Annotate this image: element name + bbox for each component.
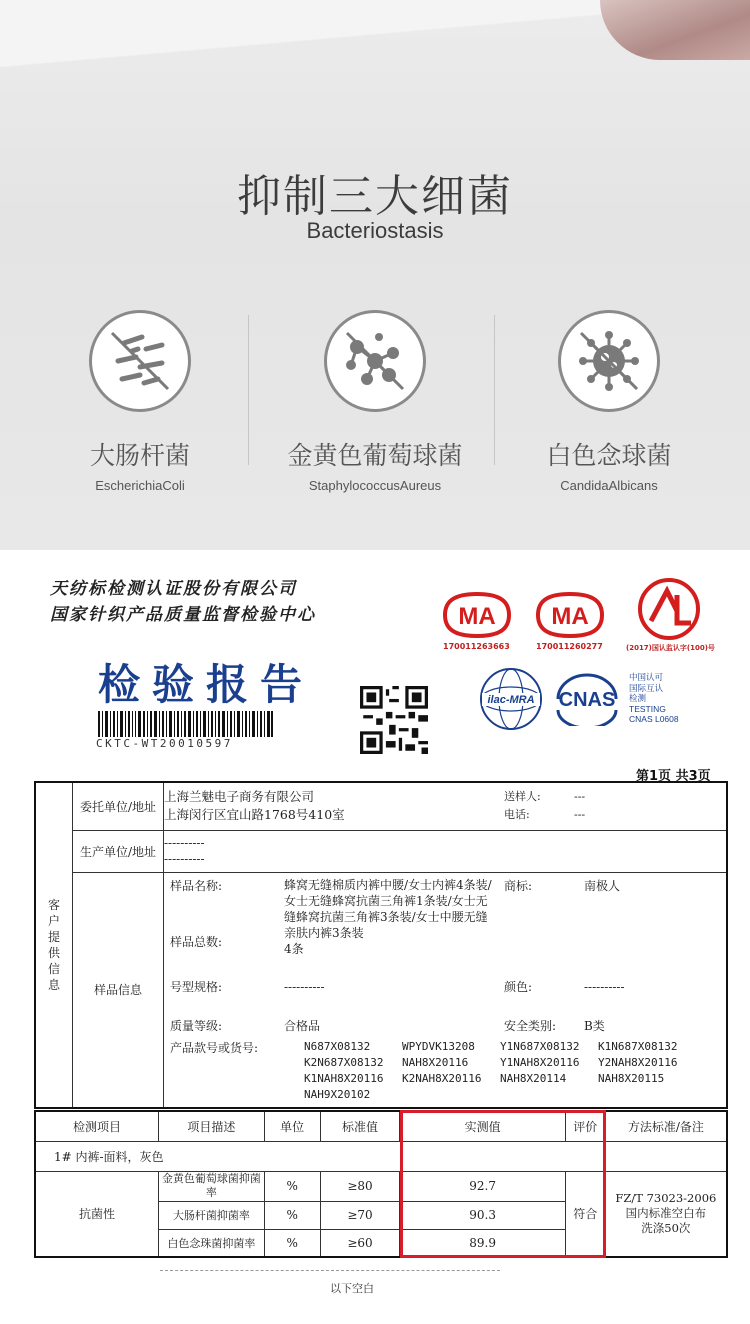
qr-code-icon (360, 686, 428, 754)
product-no: N687X08132 (303, 1039, 371, 1053)
grade-value: 合格品 (283, 1019, 320, 1033)
table-row (35, 1171, 727, 1201)
product-no: K2N687X08132 (303, 1055, 384, 1069)
client-side-label (35, 782, 73, 1108)
product-no: K1NAH8X20116 (303, 1071, 384, 1085)
desc-cell: 金黄色葡萄球菌抑菌率 (159, 1171, 265, 1201)
grade-label: 质量等级: (169, 1019, 223, 1033)
sample-info-label: 样品信息 (73, 872, 164, 1108)
banner-section (0, 0, 750, 550)
product-no: K2NAH8X20116 (401, 1071, 482, 1085)
measured-cell: 89.9 (400, 1229, 565, 1257)
highlight-box (400, 1110, 606, 1258)
product-no: NAH9X20102 (303, 1087, 371, 1101)
cnas-line: CNAS L0608 (629, 714, 679, 724)
barcode-number: CKTC-WT20010597 (96, 737, 233, 750)
measured-cell: 90.3 (400, 1201, 565, 1229)
result-table (34, 1110, 728, 1258)
trademark-value: 南极人 (583, 878, 620, 893)
header-cell: 单位 (264, 1111, 320, 1141)
product-no-grid (304, 1039, 696, 1103)
company-line-2: 国家针织产品质量监督检验中心 (50, 605, 316, 625)
sample-name-label: 样品名称: (169, 878, 223, 893)
cma-number-1: 170011263663 (443, 642, 510, 651)
cma-logo-2-icon (536, 592, 604, 638)
cnas-line: 中国认可 (629, 672, 664, 682)
bacteria-en-label: StaphylococcusAureus (308, 478, 442, 493)
staph-icon (324, 310, 426, 412)
desc-cell: 大肠杆菌抑菌率 (159, 1201, 265, 1229)
svg-text:ilac-MRA: ilac-MRA (487, 694, 535, 706)
sample-row-text: 1# 内裤-面料，灰色 (35, 1141, 727, 1171)
bacteria-en-label: EscherichiaColi (95, 478, 185, 493)
category-cell: 抗菌性 (35, 1171, 159, 1257)
cnas-line: 国际互认 (629, 682, 664, 693)
standard-cell: ≥70 (320, 1201, 400, 1229)
cnas-logo-icon (550, 672, 624, 726)
banner-subtitle: Bacteriostasis (306, 218, 444, 243)
cal-number: (2017)国认监认字(100)号 (626, 644, 715, 652)
method-line: 国内标准空白布 (625, 1206, 707, 1221)
phone-value: --- (573, 808, 586, 822)
header-cell: 实测值 (400, 1111, 565, 1141)
evaluation-cell: 符合 (565, 1171, 605, 1257)
ecoli-icon (89, 310, 191, 412)
header-cell: 项目描述 (159, 1111, 265, 1141)
footer-divider (160, 1270, 500, 1271)
sender-value: --- (573, 790, 586, 804)
header-cell: 评价 (565, 1111, 605, 1141)
desc-cell: 白色念珠菌抑菌率 (159, 1229, 265, 1257)
sample-name-value: 蜂窝无缝棉质内裤中腰/女士内裤4条装/女士无缝蜂窝抗菌三角裤1条装/女士无缝蜂窝抗菌三角裤3条装/女士中腰无缝亲肤内裤3条装 (283, 877, 492, 940)
producer-cell (163, 830, 727, 872)
sample-total-value: 4条 (283, 941, 304, 956)
measured-cell: 92.7 (400, 1171, 565, 1201)
trademark-label: 商标: (503, 878, 533, 893)
svg-text:MA: MA (458, 603, 496, 630)
result-header-row (35, 1111, 727, 1141)
bacteria-item-staph (260, 310, 490, 493)
company-line-1: 天纺标检测认证股份有限公司 (50, 579, 297, 599)
sample-info-cell (163, 872, 727, 1108)
safety-value: B类 (583, 1019, 605, 1033)
sample-row (35, 1141, 727, 1171)
model-value: ---------- (283, 979, 325, 994)
cnas-text (629, 672, 679, 725)
color-label: 颜色: (503, 980, 533, 994)
model-label: 号型规格: (169, 980, 223, 994)
producer-label: 生产单位/地址 (73, 830, 164, 872)
method-line: 洗涤50次 (641, 1221, 691, 1236)
product-no: Y2NAH8X20116 (597, 1055, 678, 1069)
entrust-company: 上海兰魅电子商务有限公司 (163, 789, 314, 805)
phone-label: 电话: (503, 808, 530, 822)
product-no: NAH8X20116 (401, 1055, 469, 1069)
method-cell (605, 1171, 727, 1257)
sample-total-label: 样品总数: (169, 934, 223, 949)
method-line: FZ/T 73023-2006 (615, 1191, 717, 1206)
footer-text: 以下空白 (330, 1282, 374, 1295)
entrust-cell (163, 782, 727, 830)
bacteria-cn-label: 大肠杆菌 (89, 441, 190, 470)
bacteria-en-label: CandidaAlbicans (560, 478, 658, 493)
cal-logo-icon (637, 577, 701, 641)
bacteria-item-ecoli (25, 310, 255, 493)
header-cell: 检测项目 (35, 1111, 159, 1141)
product-no: WPYDVK13208 (401, 1039, 475, 1053)
bacteria-cn-label: 白色念球菌 (546, 441, 672, 470)
safety-label: 安全类别: (503, 1019, 557, 1033)
header-cell: 方法标准/备注 (605, 1111, 727, 1141)
unit-cell: % (264, 1229, 320, 1257)
entrust-label: 委托单位/地址 (73, 782, 164, 830)
report-title: 检验报告 (98, 660, 315, 709)
product-no: NAH8X20115 (597, 1071, 665, 1085)
company-names (50, 576, 316, 628)
unit-cell: % (264, 1201, 320, 1229)
sender-label: 送样人: (503, 790, 541, 804)
color-value: ---------- (583, 979, 625, 994)
svg-text:CNAS: CNAS (558, 689, 616, 711)
banner-title: 抑制三大细菌 (237, 171, 513, 222)
cma-logo-1-icon (443, 592, 511, 638)
standard-cell: ≥60 (320, 1229, 400, 1257)
cnas-line: 检测 (629, 693, 647, 703)
producer-line-2: ---------- (163, 852, 205, 866)
entrust-address: 上海闵行区宜山路1768号410室 (163, 807, 345, 823)
bacteria-item-candida (494, 310, 724, 493)
ilac-mra-logo-icon (478, 666, 544, 732)
product-no: NAH8X20114 (499, 1071, 567, 1085)
client-info-table (34, 781, 728, 1109)
candida-icon (558, 310, 660, 412)
standard-cell: ≥80 (320, 1171, 400, 1201)
product-no: Y1NAH8X20116 (499, 1055, 580, 1069)
svg-text:MA: MA (551, 603, 589, 630)
barcode-icon (98, 711, 273, 737)
side-label-text: 客户提供信息 (47, 898, 60, 992)
header-cell: 标准值 (320, 1111, 400, 1141)
product-no-label: 产品款号或货号: (169, 1040, 259, 1055)
producer-line-1: ---------- (163, 836, 205, 850)
page-info: 第1页 共3页 (636, 769, 711, 784)
unit-cell: % (264, 1171, 320, 1201)
cma-number-2: 170011260277 (536, 642, 603, 651)
cnas-line: TESTING (629, 703, 666, 714)
product-no: Y1N687X08132 (499, 1039, 580, 1053)
bacteria-cn-label: 金黄色葡萄球菌 (287, 441, 463, 470)
product-no: K1N687X08132 (597, 1039, 678, 1053)
divider (248, 315, 249, 465)
